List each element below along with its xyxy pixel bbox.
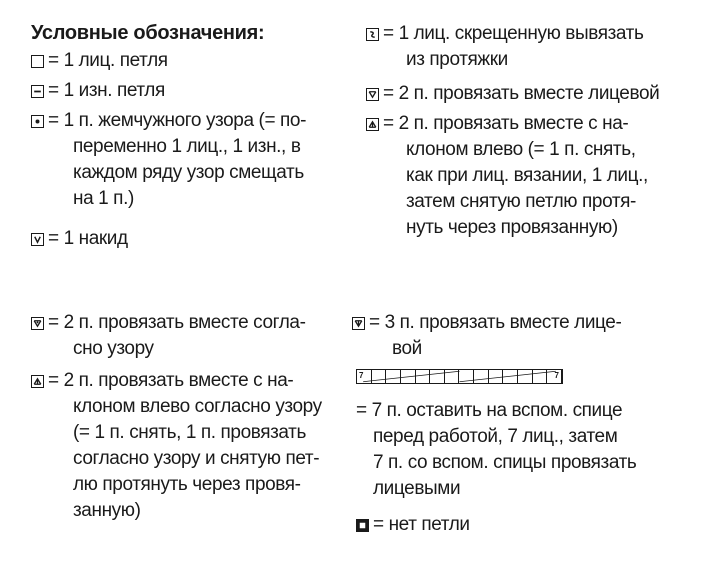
entry-text: = 2 п. провязать вместе лицевой [383,83,660,104]
entry-text: клоном влево согласно узору [73,396,322,417]
legend-title: Условные обозначения: [31,22,265,44]
entry-text: из протяжки [406,49,508,70]
entry-text: переменно 1 лиц., 1 изн., в [73,136,301,157]
entry-text: на 1 п.) [73,188,134,209]
entry-text: = 1 изн. петля [48,80,165,101]
k2tog-pattern-icon [31,317,44,330]
empty-square-icon [31,55,44,68]
dash-square-icon [31,85,44,98]
k3tog-icon [352,317,365,330]
legend-entry-seed [31,108,306,212]
entry-text: нуть через провязанную) [406,217,618,238]
legend-entry-no-stitch [356,512,470,538]
cable-label-left: 7 [359,371,364,380]
ssk-pattern-icon [31,375,44,388]
yarn-over-icon [31,233,44,246]
legend-entry-ssk-pattern [31,368,322,524]
entry-text: = 3 п. провязать вместе лице- [369,312,622,333]
entry-text: как при лиц. вязании, 1 лиц., [406,165,648,186]
entry-text: перед работой, 7 лиц., затем [373,426,618,447]
legend-entry-yarn-over [31,226,128,252]
entry-text: лицевыми [373,478,461,499]
entry-text: вой [392,338,422,359]
entry-text: каждом ряду узор смещать [73,162,304,183]
entry-text: = 2 п. провязать вместе с на- [48,370,294,391]
cable-cross-lines [357,370,562,383]
entry-text: затем снятую петлю протя- [406,191,636,212]
k2tog-icon [366,88,379,101]
no-stitch-icon [356,519,369,532]
legend-entry-k2tog [366,81,659,107]
entry-text: = 1 лиц. скрещенную вывязать [383,23,644,44]
entry-text: согласно узору и снятую пет- [73,448,320,469]
legend-entry-k3tog [352,310,621,362]
entry-text: = 1 лиц. петля [48,50,168,71]
entry-text: клоном влево (= 1 п. снять, [406,139,636,160]
entry-text: = 7 п. оставить на вспом. спице [356,400,623,421]
entry-text: = нет петли [373,514,470,535]
cable-label-right: 7 [554,371,559,380]
entry-text: = 2 п. провязать вместе согла- [48,312,306,333]
legend-entry-knit [31,48,168,74]
legend-entry-k2tog-pattern [31,310,306,362]
entry-text: = 2 п. провязать вместе с на- [383,113,629,134]
legend-entry-twisted [366,21,644,73]
dot-square-icon [31,115,44,128]
entry-text: (= 1 п. снять, 1 п. провязать [73,422,306,443]
cable-symbol [356,369,563,384]
legend-entry-cable [356,398,636,502]
ssk-icon [366,118,379,131]
entry-text: 7 п. со вспом. спицы провязать [373,452,637,473]
entry-text: сно узору [73,338,154,359]
entry-text: лю протянуть через провя- [73,474,301,495]
entry-text: занную) [73,500,141,521]
legend-entry-purl [31,78,165,104]
twisted-stitch-icon [366,28,379,41]
entry-text: = 1 накид [48,228,128,249]
legend-entry-ssk [366,111,648,241]
entry-text: = 1 п. жемчужного узора (= по- [48,110,307,131]
